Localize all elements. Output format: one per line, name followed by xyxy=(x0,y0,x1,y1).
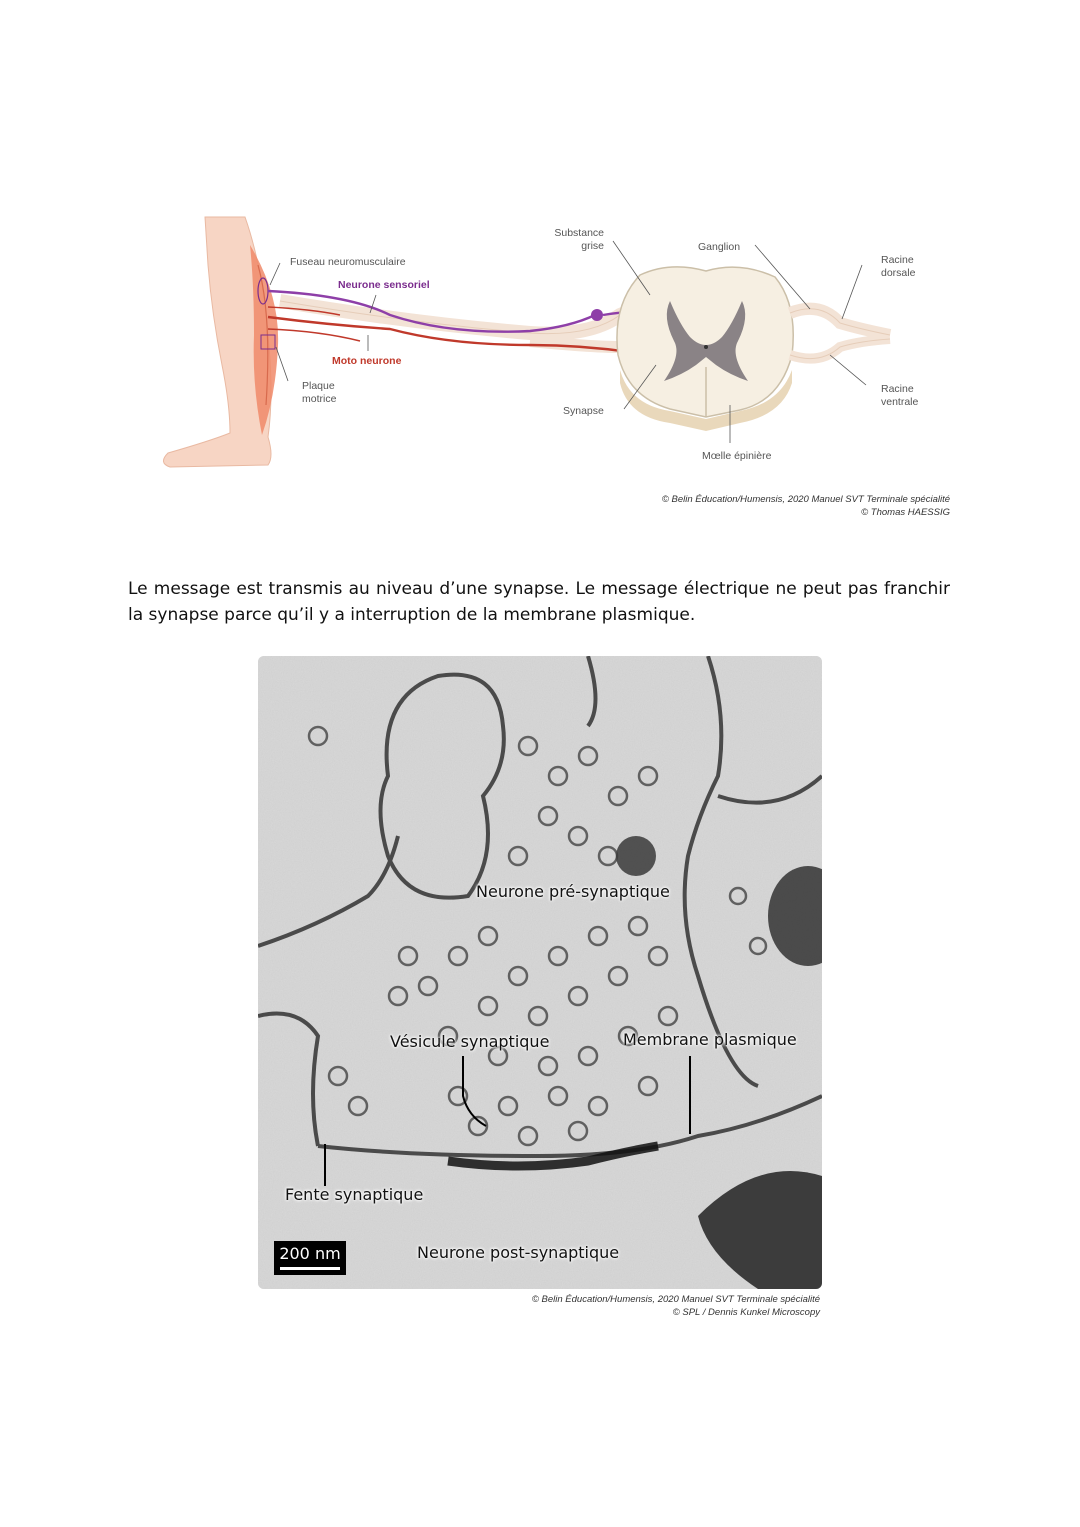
label-vesicule: Vésicule synaptique xyxy=(390,1032,550,1051)
label-motrice: motrice xyxy=(302,393,337,405)
label-racine-ventrale-2: ventrale xyxy=(881,396,919,408)
label-fente: Fente synaptique xyxy=(285,1185,424,1204)
figure1-credit-line2: © Thomas HAESSIG xyxy=(861,507,950,518)
label-grise: grise xyxy=(581,240,604,252)
label-fuseau: Fuseau neuromusculaire xyxy=(290,256,406,268)
spinal-cord xyxy=(617,267,793,431)
body-paragraph: Le message est transmis au niveau d’une synapse. Le message électrique ne peut pas franchir la synapse parce qu’il y a interruption de la membrane plasmique. xyxy=(128,579,950,625)
label-plaque: Plaque xyxy=(302,380,335,392)
label-neurone-pre: Neurone pré-synaptique xyxy=(476,882,670,901)
figure2-credit-line2: © SPL / Dennis Kunkel Microscopy xyxy=(672,1307,820,1318)
reflex-arc-illustration xyxy=(150,205,960,535)
label-neurone-sensoriel: Neurone sensoriel xyxy=(338,279,430,291)
figure1-credit xyxy=(662,493,950,519)
label-synapse: Synapse xyxy=(563,405,604,417)
scale-bar-label: 200 nm xyxy=(279,1244,341,1263)
scale-bar-line xyxy=(280,1267,340,1270)
synapse-micrograph xyxy=(258,656,822,1289)
label-moelle: Mœlle épinière xyxy=(702,450,772,462)
figure1-credit-line1: © Belin Éducation/Humensis, 2020 Manuel SVT Terminale spécialité xyxy=(661,494,950,505)
label-ganglion: Ganglion xyxy=(698,241,741,253)
label-racine-dorsale-1: Racine xyxy=(881,254,914,266)
scale-bar xyxy=(274,1241,346,1275)
label-moto-neurone: Moto neurone xyxy=(332,355,402,367)
label-racine-ventrale-1: Racine xyxy=(881,383,914,395)
figure2-credit xyxy=(450,1293,820,1319)
reflex-arc-figure xyxy=(150,205,960,535)
label-membrane: Membrane plasmique xyxy=(623,1030,797,1049)
label-neurone-post: Neurone post-synaptique xyxy=(417,1243,620,1262)
label-racine-dorsale-2: dorsale xyxy=(881,267,916,279)
sensory-ganglion-cell xyxy=(591,309,603,321)
figure2-credit-line1: © Belin Éducation/Humensis, 2020 Manuel SVT Terminale spécialité xyxy=(531,1294,820,1305)
label-substance: Substance xyxy=(554,227,604,239)
dorsal-root-right xyxy=(790,309,890,335)
